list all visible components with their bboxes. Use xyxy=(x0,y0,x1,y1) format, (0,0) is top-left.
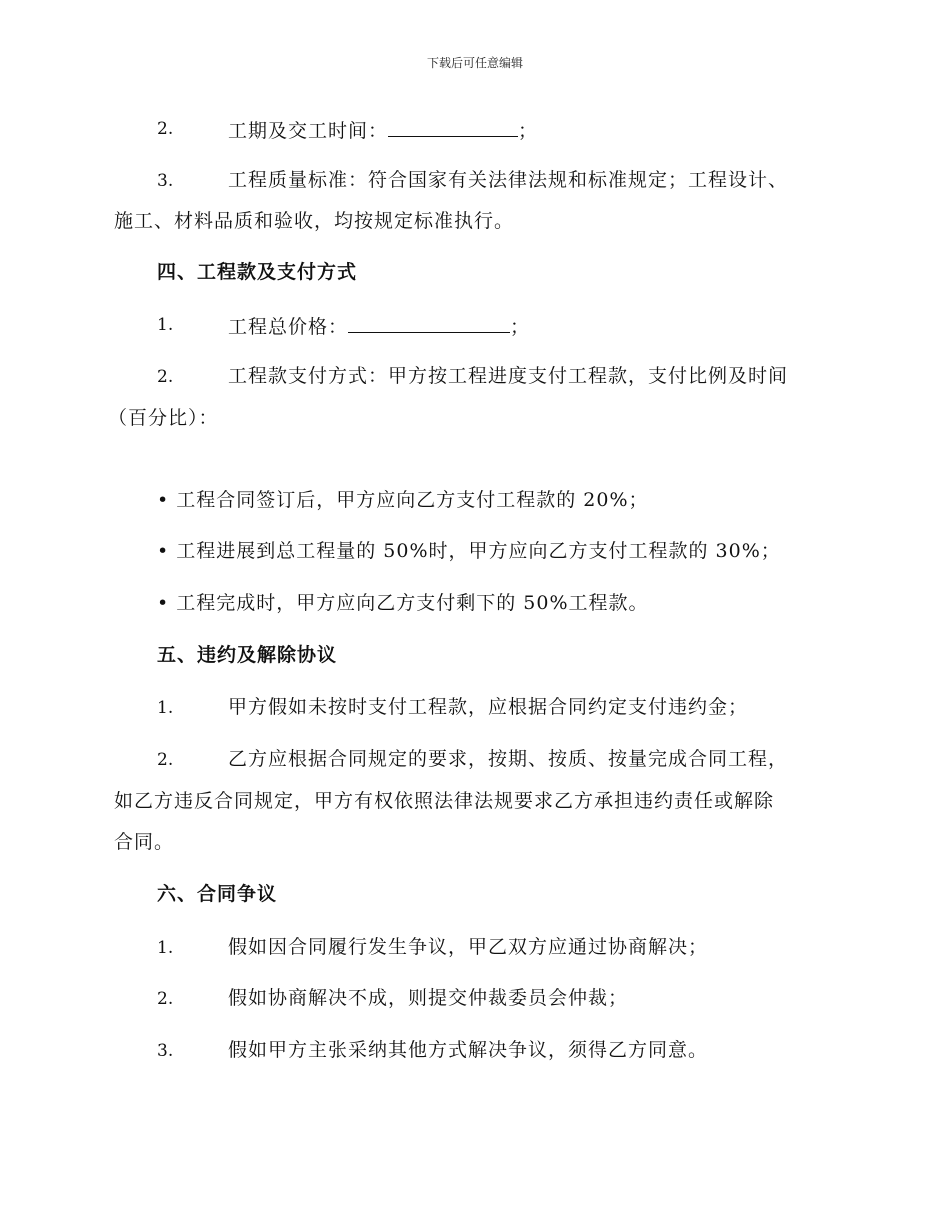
total-price-line xyxy=(228,312,530,339)
punctuation: ； xyxy=(510,316,531,338)
page-header: 下载后可任意编辑 xyxy=(426,56,523,70)
total-price-blank[interactable] xyxy=(348,312,510,333)
breach-item2-line3: 合同。 xyxy=(114,831,175,853)
payment-bullet-1: • 工程合同签订后，甲方应向乙方支付工程款的 20%； xyxy=(157,489,649,511)
total-price-label: 工程总价格： xyxy=(228,316,349,338)
quality-standard-line2: 施工、材料品质和验收，均按规定标准执行。 xyxy=(114,210,515,232)
item-number: 2. xyxy=(157,989,174,1009)
quality-standard-line1: 工程质量标准：符合国家有关法律法规和标准规定；工程设计、 xyxy=(228,169,789,191)
construction-period-label: 工期及交工时间： xyxy=(228,120,389,142)
item-number: 1. xyxy=(157,698,174,718)
item-number: 1. xyxy=(157,315,174,335)
item-number: 2. xyxy=(157,367,174,387)
item-number: 1. xyxy=(157,938,174,958)
payment-bullet-3: • 工程完成时，甲方应向乙方支付剩下的 50%工程款。 xyxy=(157,592,649,614)
construction-period-line xyxy=(228,116,538,143)
section-heading-breach: 五、违约及解除协议 xyxy=(157,644,338,666)
breach-item2-line2: 如乙方违反合同规定，甲方有权依照法律法规要求乙方承担违约责任或解除 xyxy=(114,790,775,812)
construction-period-blank[interactable] xyxy=(388,116,518,137)
item-number: 3. xyxy=(157,1041,174,1061)
dispute-item3: 假如甲方主张采纳其他方式解决争议，须得乙方同意。 xyxy=(228,1039,709,1061)
payment-method-line1: 工程款支付方式：甲方按工程进度支付工程款，支付比例及时间 xyxy=(228,365,789,387)
payment-method-line2: （百分比）： xyxy=(108,407,219,429)
item-number: 3. xyxy=(157,171,174,191)
breach-item2-line1: 乙方应根据合同规定的要求，按期、按质、按量完成合同工程， xyxy=(228,748,789,770)
payment-bullet-2: • 工程进展到总工程量的 50%时，甲方应向乙方支付工程款的 30%； xyxy=(157,540,781,562)
dispute-item1: 假如因合同履行发生争议，甲乙双方应通过协商解决； xyxy=(228,936,709,958)
item-number: 2. xyxy=(157,119,174,139)
breach-item1: 甲方假如未按时支付工程款，应根据合同约定支付违约金； xyxy=(228,696,749,718)
item-number: 2. xyxy=(157,750,174,770)
dispute-item2: 假如协商解决不成，则提交仲裁委员会仲裁； xyxy=(228,987,629,1009)
punctuation: ； xyxy=(518,120,539,142)
section-heading-payment: 四、工程款及支付方式 xyxy=(157,261,358,283)
section-heading-dispute: 六、合同争议 xyxy=(157,883,278,905)
